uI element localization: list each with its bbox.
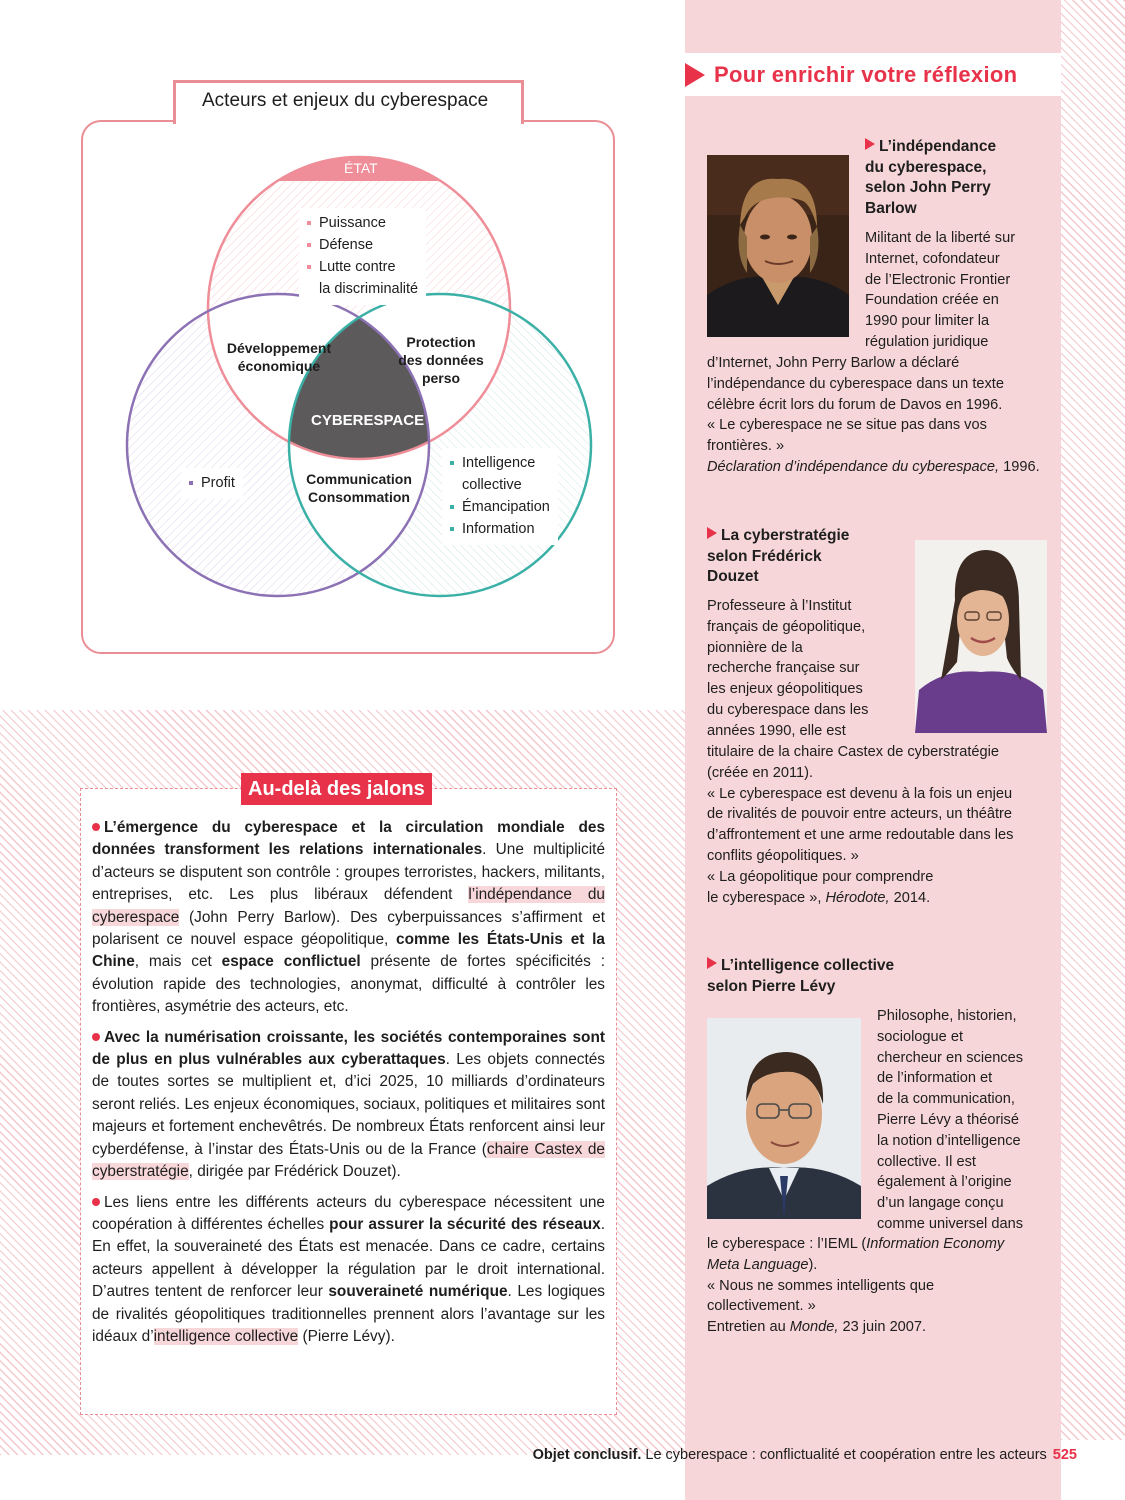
ieml-pre: le cyberespace : l’IEML ( xyxy=(707,1236,867,1252)
bold-text: pour assurer la sécurité des réseaux xyxy=(329,1215,601,1233)
text: présente de fortes spécificités : évolution rapide des technologies, anonymat, difficulté à contrôler les frontières, asymétrie des acteurs, etc. xyxy=(92,953,605,1016)
footer-label: Objet conclusif. xyxy=(532,1447,642,1463)
heading-line: selon Pierre Lévy xyxy=(707,977,836,995)
bullet-icon xyxy=(189,481,193,485)
individu-label: INDIVIDU xyxy=(416,598,478,614)
text-line: Pierre Lévy a théorisé xyxy=(877,1111,1019,1128)
text-line: « La géopolitique pour comprendre xyxy=(707,868,934,885)
triangle-bullet-icon xyxy=(865,138,875,150)
text-line: régulation juridique xyxy=(865,333,989,350)
text-line: comme universel dans xyxy=(877,1215,1024,1232)
text-line: de rivalités de pouvoir entre acteurs, un théâtre xyxy=(707,806,1013,823)
text-line: sociologue et xyxy=(877,1028,964,1045)
text-line: la notion d’intelligence xyxy=(877,1132,1021,1149)
cyberespace-label: CYBERESPACE xyxy=(311,412,425,429)
entreprise-list xyxy=(181,468,243,499)
levy-photo xyxy=(707,1018,861,1219)
item-text: la discriminalité xyxy=(319,281,419,297)
source-year: 23 juin 2007. xyxy=(838,1319,927,1336)
text-line: « Nous ne sommes intelligents que xyxy=(707,1277,935,1294)
levy-heading xyxy=(707,956,1047,997)
text-line: « Le cyberespace ne se situe pas dans vos xyxy=(707,417,987,434)
arrow-icon xyxy=(685,63,705,87)
bullet-icon xyxy=(450,505,454,509)
text-line: Philosophe, historien, xyxy=(877,1008,1017,1024)
decorative-stripe xyxy=(1061,0,1125,1440)
text-line: chercheur en sciences xyxy=(877,1049,1024,1066)
bold-text: L’émergence du cyberespace et la circulation mondiale des données transforment les relations internationales xyxy=(92,819,605,859)
heading-line: du cyberespace, xyxy=(865,158,987,176)
label-line: économique xyxy=(237,358,321,374)
douzet-bio-short xyxy=(707,596,907,742)
list-item xyxy=(450,518,550,540)
text-line: français de géopolitique, xyxy=(707,618,866,635)
text-line xyxy=(707,1234,1057,1255)
item-text: collective xyxy=(462,477,522,493)
heading-line: La cyberstratégie xyxy=(721,527,850,544)
bullet-icon xyxy=(92,1198,100,1206)
ieml-italic: Information Economy xyxy=(866,1236,1005,1252)
triangle-bullet-icon xyxy=(707,957,717,969)
etat-list xyxy=(299,208,426,305)
individu-list xyxy=(442,448,558,545)
heading-line: selon Frédérick xyxy=(707,547,822,565)
list-item xyxy=(450,452,550,474)
communication-label xyxy=(300,470,418,506)
highlight-text: l’indépendance du cyberespace xyxy=(92,886,605,926)
list-item xyxy=(307,256,418,278)
heading-line: L’intelligence collective xyxy=(721,957,895,974)
source-title: Déclaration d’indépendance du cyberespace, xyxy=(707,458,1000,475)
ieml-post: ). xyxy=(808,1256,818,1273)
heading-line: Douzet xyxy=(707,568,759,585)
bullet-icon xyxy=(307,221,311,225)
text-line: de l’information et xyxy=(877,1070,993,1087)
item-text: Intelligence xyxy=(462,455,536,471)
dev-eco-label xyxy=(222,339,336,375)
item-text: Émancipation xyxy=(462,499,550,515)
text-line: Foundation créée en xyxy=(865,292,999,309)
text-line: années 1990, elle est xyxy=(707,722,846,739)
bold-text: comme les États-Unis et la Chine xyxy=(92,931,605,971)
text-line: conflits géopolitiques. » xyxy=(707,847,859,864)
item-text: Information xyxy=(462,521,535,537)
source-year: 2014. xyxy=(889,889,931,906)
heading-line: L’indépendance xyxy=(879,138,997,155)
jalons-title: Au-delà des jalons xyxy=(241,773,432,805)
label-line: Développement xyxy=(226,340,332,356)
bold-text: souveraineté numérique xyxy=(328,1283,508,1301)
text: , mais cet xyxy=(134,953,222,971)
text: Les liens entre les différents acteurs du cyberespace nécessitent une coopération à différentes échelles xyxy=(92,1193,605,1233)
text: . En effet, la souveraineté des États est menacée. Dans ce cadre, certains acteurs appellent à développer la régulation par le droit international. D’autres tentent de renforcer leur xyxy=(92,1215,605,1301)
text-line: (créée en 2011). xyxy=(707,764,814,781)
barlow-source xyxy=(707,457,1057,478)
text-line: Internet, cofondateur xyxy=(865,250,1000,267)
text-line: collectivement. » xyxy=(707,1298,816,1315)
source-pre: Entretien au xyxy=(707,1319,790,1336)
text: . Les logiques de rivalités géopolitiques traditionnelles prennent alors l’avantage sur les idéaux d’ xyxy=(92,1283,606,1345)
paragraph xyxy=(92,1192,605,1349)
list-item xyxy=(450,496,550,518)
sidebar-header xyxy=(685,53,1061,96)
text-line: les enjeux géopolitiques xyxy=(707,681,863,698)
douzet-bio-full xyxy=(707,742,1057,908)
text-line: 1990 pour limiter la xyxy=(865,313,990,330)
label-line: perso xyxy=(421,370,461,386)
barlow-heading xyxy=(865,137,1055,219)
douzet-heading xyxy=(707,526,907,588)
item-text: Défense xyxy=(319,237,374,253)
bullet-icon xyxy=(450,527,454,531)
item-text: Profit xyxy=(201,475,235,491)
text: (Pierre Lévy). xyxy=(298,1327,395,1345)
text-line: de l’Electronic Frontier xyxy=(865,271,1011,288)
cyberespace-core xyxy=(0,0,685,700)
source-title: Monde, xyxy=(789,1319,839,1336)
list-item xyxy=(307,212,418,234)
text-line xyxy=(707,1255,1057,1276)
text: . Les objets connectés de toutes sortes se multiplient et, d’ici 2025, 10 milliards d’ordinateurs seront reliés. Les enjeux économiques, sociaux, politiques et militaires sont majeurs et fortement enchevêtrés. De nombreux États renforcent ainsi leur cyberdéfense, à l’instar des États-Unis ou de la France ( xyxy=(92,1051,605,1158)
label-line: Consommation xyxy=(308,489,410,505)
highlight-text: intelligence collective xyxy=(153,1327,299,1345)
triangle-bullet-icon xyxy=(707,527,717,539)
bold-text: Avec la numérisation croissante, les sociétés contemporaines sont de plus en plus vulnérables aux cyberattaques xyxy=(92,1028,605,1069)
text-line: du cyberespace dans les xyxy=(707,701,869,718)
text: , dirigée par Frédérick Douzet). xyxy=(188,1163,401,1181)
text-line: célèbre écrit lors du forum de Davos en 1996. xyxy=(707,396,1003,413)
text-line: Professeure à l’Institut xyxy=(707,598,852,614)
bullet-icon xyxy=(450,461,454,465)
text-line: d’Internet, John Perry Barlow a déclaré xyxy=(707,355,960,371)
barlow-bio-short xyxy=(865,228,1055,353)
paragraph xyxy=(92,817,605,1019)
list-item xyxy=(307,234,418,256)
source-year: 1996. xyxy=(999,458,1040,475)
entreprise-label: ENTREPRISE xyxy=(240,598,330,614)
text-line: pionnière de la xyxy=(707,639,803,656)
page-footer xyxy=(533,1447,1077,1463)
bullet-icon xyxy=(92,823,100,831)
text-line: collective. Il est xyxy=(877,1153,976,1170)
levy-bio-full xyxy=(707,1234,1057,1338)
bullet-icon xyxy=(92,1033,100,1041)
text: (John Perry Barlow). Des cyberpuissances s’affirment et polarisent ce nouvel espace géopolitique, xyxy=(92,908,605,949)
text-line: « Le cyberespace est devenu à la fois un enjeu xyxy=(707,785,1013,802)
paragraph xyxy=(92,1027,605,1184)
barlow-bio-full xyxy=(707,353,1057,478)
text-line: titulaire de la chaire Castex de cyberstratégie xyxy=(707,744,1000,760)
levy-source xyxy=(707,1317,1057,1338)
footer-text: Le cyberespace : conflictualité et coopération entre les acteurs xyxy=(641,1447,1047,1463)
douzet-photo xyxy=(915,540,1047,733)
bullet-icon xyxy=(307,265,311,269)
text-line: frontières. » xyxy=(707,438,785,455)
heading-line: selon John Perry xyxy=(865,179,991,196)
text-line: recherche française sur xyxy=(707,660,860,677)
label-line: des données xyxy=(398,352,484,368)
venn-diagram xyxy=(0,0,685,700)
text-line: l’indépendance du cyberespace dans un texte xyxy=(707,375,1004,392)
list-item-cont xyxy=(450,474,550,496)
sidebar-title: Pour enrichir votre réflexion xyxy=(714,62,1018,87)
item-text: Lutte contre xyxy=(319,259,396,275)
bold-text: espace conflictuel xyxy=(221,953,361,971)
douzet-source xyxy=(707,888,1057,909)
text-line: Militant de la liberté sur xyxy=(865,230,1016,246)
protection-label xyxy=(392,333,490,387)
barlow-photo xyxy=(707,155,849,337)
label-line: Protection xyxy=(406,334,476,350)
source-title: Hérodote, xyxy=(821,889,890,906)
bullet-icon xyxy=(307,243,311,247)
diagram-title: Acteurs et enjeux du cyberespace xyxy=(202,90,489,111)
highlight-text: chaire Castex de cyberstratégie xyxy=(92,1140,605,1181)
text-line: également à l’origine xyxy=(877,1174,1012,1191)
text-line: de la communication, xyxy=(877,1091,1015,1108)
text-line: d’affrontement et une arme redoutable dans les xyxy=(707,827,1014,844)
source-pre: le cyberespace », xyxy=(707,889,822,906)
heading-line: Barlow xyxy=(865,199,917,217)
text: . Une multiplicité d’acteurs se disputent son contrôle : groupes terroristes, hackers, militants, entreprises, etc. Les plus libéraux défendent xyxy=(92,841,605,904)
jalons-text xyxy=(92,817,605,1356)
list-item-cont xyxy=(307,278,418,300)
etat-label: ÉTAT xyxy=(344,160,378,176)
levy-bio-short xyxy=(877,1006,1052,1235)
list-item xyxy=(189,472,235,494)
label-line: Communication xyxy=(306,471,412,487)
page-number: 525 xyxy=(1052,1447,1077,1463)
item-text: Puissance xyxy=(319,215,386,231)
text-line: d’un langage conçu xyxy=(877,1195,1004,1212)
ieml-italic: Meta Language xyxy=(707,1256,809,1273)
